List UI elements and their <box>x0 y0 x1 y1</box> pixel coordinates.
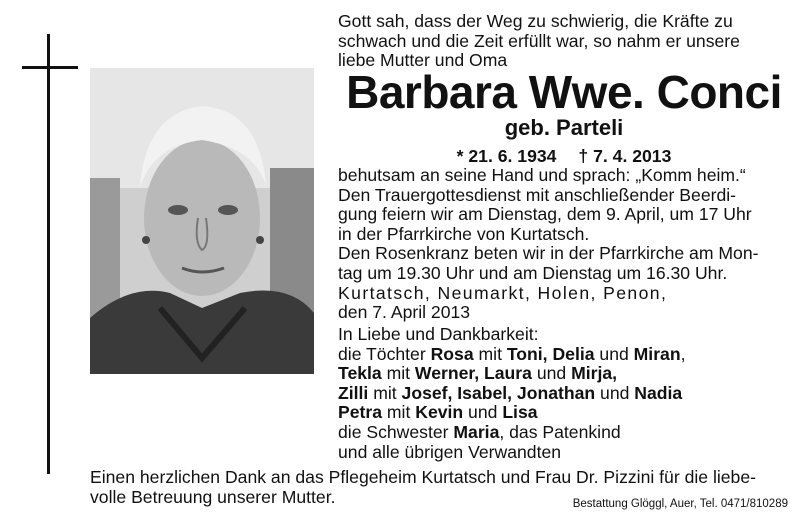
intro-line: Gott sah, dass der Weg zu schwierig, die Kräfte zu <box>338 11 733 31</box>
family-line <box>338 423 790 443</box>
family-member: Mirja, <box>571 363 618 384</box>
notice-line: gung feiern wir am Dienstag, dem 9. April, um 17 Uhr <box>338 204 752 225</box>
notice-place-line: Kurtatsch, Neumarkt, Holen, Penon, <box>338 282 668 303</box>
family-member: Josef, Isabel, Jonathan <box>401 382 596 403</box>
family-line <box>338 384 790 404</box>
family-heading: In Liebe und Dankbarkeit: <box>338 324 539 344</box>
notice-line: in der Pfarrkirche von Kurtatsch. <box>338 223 590 244</box>
birth-date: * 21. 6. 1934 <box>456 146 557 166</box>
family-list <box>338 325 790 462</box>
family-text: und <box>594 343 634 364</box>
family-line <box>338 345 790 365</box>
family-member: Werner, Laura <box>414 363 532 384</box>
life-dates <box>338 146 790 166</box>
family-text: und <box>463 402 503 423</box>
family-member: Rosa <box>430 343 474 364</box>
family-member: Nadia <box>634 382 683 403</box>
family-member: Toni, Delia <box>506 343 595 364</box>
family-line <box>338 364 790 384</box>
notice-line: behutsam an seine Hand und sprach: „Komm heim.“ <box>338 165 746 185</box>
family-text: die Töchter <box>338 343 431 364</box>
family-line <box>338 403 790 423</box>
family-text: mit <box>473 343 507 364</box>
notice-date-line: den 7. April 2013 <box>338 302 471 323</box>
death-date: † 7. 4. 2013 <box>578 146 672 166</box>
family-member: Maria <box>453 421 500 442</box>
cross-horizontal-bar <box>22 66 78 69</box>
family-line: und alle übrigen Verwandten <box>338 441 562 462</box>
family-text: und <box>531 363 572 384</box>
thanks-line: Einen herzlichen Dank an das Pflegeheim Kurtatsch und Frau Dr. Pizzini für die liebe- <box>90 467 756 487</box>
family-text: mit <box>381 363 415 384</box>
family-text: , das Patenkind <box>499 421 621 442</box>
portrait-photo <box>90 68 314 374</box>
family-member: Zilli <box>338 382 369 403</box>
family-member: Kevin <box>415 402 464 423</box>
notice-line: tag um 19.30 Uhr und am Dienstag um 16.30 Uhr. <box>338 262 728 283</box>
notice-text <box>338 166 790 323</box>
notice-line: Den Rosenkranz beten wir in der Pfarrkirche am Mon- <box>338 243 759 264</box>
intro-line: liebe Mutter und Oma <box>338 50 508 71</box>
maiden-name: geb. Parteli <box>504 115 624 140</box>
family-text: und <box>595 382 635 403</box>
family-text: , <box>680 343 686 364</box>
family-text: die Schwester <box>338 421 454 442</box>
intro-text <box>338 12 790 71</box>
portrait-illustration <box>90 68 314 374</box>
family-text: mit <box>368 382 402 403</box>
intro-line: schwach und die Zeit erfüllt war, so nahm er unsere <box>338 30 740 51</box>
family-text: mit <box>382 402 416 423</box>
family-member: Miran <box>633 343 681 364</box>
family-member: Lisa <box>502 402 538 423</box>
notice-line: Den Trauergottesdienst mit anschließender Beerdi- <box>338 184 737 205</box>
family-member: Tekla <box>338 363 382 384</box>
undertaker-credit: Bestattung Glöggl, Auer, Tel. 0471/810289 <box>572 498 788 510</box>
deceased-name: Barbara Wwe. Conci <box>346 66 782 118</box>
thanks-line: volle Betreuung unserer Mutter. <box>90 486 336 507</box>
cross-vertical-bar <box>47 34 50 474</box>
family-member: Petra <box>338 402 383 423</box>
